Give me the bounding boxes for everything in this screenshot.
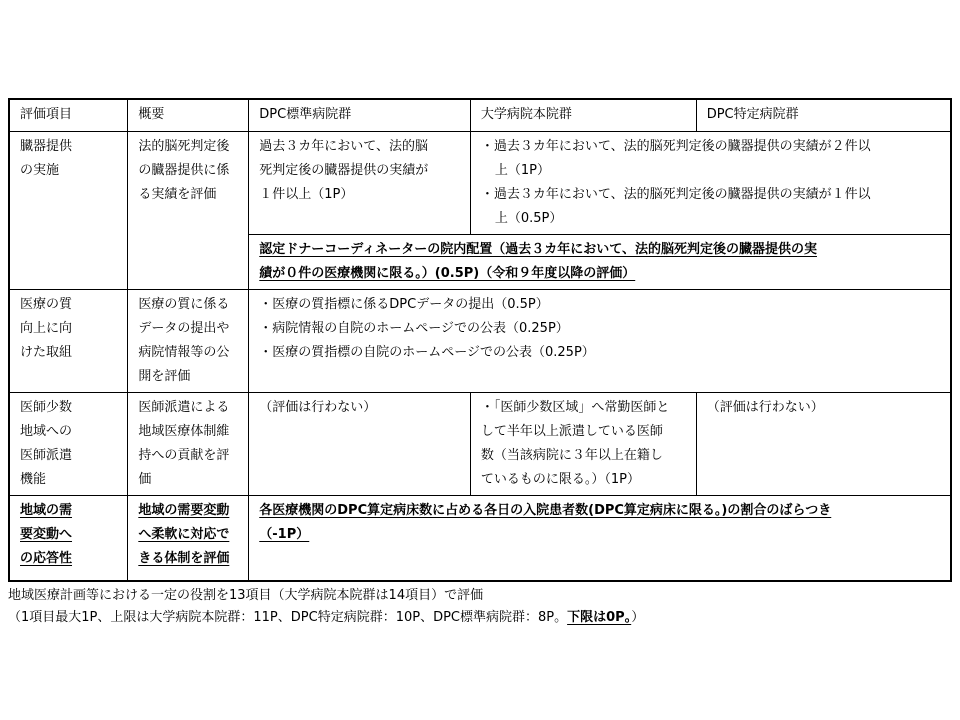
- quality-summary: [128, 289, 249, 392]
- organ-item: [9, 131, 128, 289]
- header-university: 大学病院本院群: [470, 99, 696, 131]
- quality-item-line: 向上に向: [20, 320, 73, 336]
- table-row-quality: [9, 289, 951, 392]
- quality-criteria: [249, 289, 951, 392]
- evaluation-table: [8, 98, 952, 582]
- shortage-summary-line: 地域医療体制維: [138, 423, 230, 439]
- organ-item-line: 臓器提供: [20, 138, 73, 154]
- organ-univ-bullet-line: ・過去３カ年において、法的脳死判定後の臓器提供の実績が２件以: [480, 138, 871, 154]
- organ-item-line: の実施: [20, 162, 60, 178]
- shortage-dpc-specific-text: （評価は行わない）: [706, 399, 824, 415]
- footnote-evaluation: 地域医療計画等における一定の役割を13項目（大学病院本院群は14項目）で評価: [8, 588, 484, 603]
- demand-summary-line: 地域の需要変動: [138, 502, 230, 518]
- demand-summary: [128, 495, 249, 581]
- demand-criteria: [249, 495, 951, 581]
- organ-summary-line: 法的脳死判定後: [138, 138, 230, 154]
- demand-summary-line: きる体制を評価: [138, 550, 230, 566]
- shortage-summary-line: 価: [138, 471, 152, 487]
- donor-coordinator-line: 績が０件の医療機関に限る。）(0.5P)（令和９年度以降の評価）: [259, 265, 636, 281]
- demand-criteria-line: （-1P）: [259, 526, 310, 542]
- demand-item: [9, 495, 128, 581]
- organ-summary-line: る実績を評価: [138, 186, 217, 202]
- shortage-univ-line: ているものに限る。）（1P）: [480, 471, 640, 487]
- donor-coordinator-line: 認定ドナーコーディネーターの院内配置（過去３カ年において、法的脳死判定後の臓器提供の実: [259, 241, 817, 257]
- quality-bullet: ・医療の質指標に係るDPCデータの提出（0.5P）: [259, 296, 549, 312]
- shortage-summary-line: 医師派遣による: [138, 399, 230, 415]
- shortage-dpc-standard-text: （評価は行わない）: [259, 399, 377, 415]
- organ-university-and-specific: [470, 131, 951, 234]
- shortage-summary: [128, 392, 249, 495]
- quality-summary-line: 病院情報等の公: [138, 344, 230, 360]
- footnote-lower-limit: 下限は0P。: [567, 610, 632, 625]
- header-row: [9, 99, 951, 131]
- table-row-shortage: [9, 392, 951, 495]
- demand-criteria-line: 各医療機関のDPC算定病床数に占める各日の入院患者数(DPC算定病床に限る。)の割合のばらつき: [259, 502, 832, 518]
- quality-item-line: 医療の質: [20, 296, 73, 312]
- demand-item-line: 要変動へ: [20, 526, 73, 542]
- shortage-item-line: 医師少数: [20, 399, 73, 415]
- header-dpc-specific: DPC特定病院群: [696, 99, 951, 131]
- demand-summary-line: へ柔軟に対応で: [138, 526, 230, 542]
- organ-dpc-standard-line: 過去３カ年において、法的脳: [259, 138, 429, 154]
- organ-univ-bullet-line: 上（0.5P）: [494, 210, 563, 226]
- table-row-demand: [9, 495, 951, 581]
- organ-univ-bullet-line: ・過去３カ年において、法的脳死判定後の臓器提供の実績が１件以: [480, 186, 871, 202]
- organ-dpc-standard-line: １件以上（1P）: [259, 186, 354, 202]
- shortage-item-line: 機能: [20, 471, 47, 487]
- donor-coordinator-cell: [249, 234, 951, 289]
- header-dpc-standard: DPC標準病院群: [249, 99, 471, 131]
- shortage-dpc-specific: [696, 392, 951, 495]
- shortage-item-line: 医師派遣: [20, 447, 73, 463]
- organ-dpc-standard: [249, 131, 471, 234]
- organ-univ-bullet-line: 上（1P）: [494, 162, 550, 178]
- quality-item-line: けた取組: [20, 344, 73, 360]
- demand-item-line: 地域の需: [20, 502, 73, 518]
- table-row-organ: [9, 131, 951, 234]
- organ-summary: [128, 131, 249, 289]
- shortage-univ-line: 数（当該病院に３年以上在籍し: [480, 447, 663, 463]
- quality-bullet: ・医療の質指標の自院のホームページでの公表（0.25P）: [259, 344, 595, 360]
- footnote-limits-suffix: ）: [631, 610, 645, 625]
- quality-item: [9, 289, 128, 392]
- shortage-univ-line: して半年以上派遣している医師: [480, 423, 663, 439]
- organ-dpc-standard-line: 死判定後の臓器提供の実績が: [259, 162, 429, 178]
- shortage-univ-line: ・「医師少数区域」へ常勤医師と: [480, 399, 670, 415]
- shortage-summary-line: 持への貢献を評: [138, 447, 230, 463]
- quality-bullet: ・病院情報の自院のホームページでの公表（0.25P）: [259, 320, 569, 336]
- footnote-limits: [8, 608, 644, 628]
- quality-summary-line: データの提出や: [138, 320, 230, 336]
- header-item: 評価項目: [9, 99, 128, 131]
- footnote-limits-prefix: （1項目最大1P、上限は大学病院本院群：11P、DPC特定病院群：10P、DPC標準病院群：8P。: [8, 610, 568, 625]
- quality-summary-line: 医療の質に係る: [138, 296, 230, 312]
- quality-summary-line: 開を評価: [138, 368, 191, 384]
- shortage-dpc-standard: [249, 392, 471, 495]
- shortage-university: [470, 392, 696, 495]
- shortage-item: [9, 392, 128, 495]
- header-summary: 概要: [128, 99, 249, 131]
- shortage-item-line: 地域への: [20, 423, 73, 439]
- demand-item-line: の応答性: [20, 550, 73, 566]
- organ-summary-line: の臓器提供に係: [138, 162, 230, 178]
